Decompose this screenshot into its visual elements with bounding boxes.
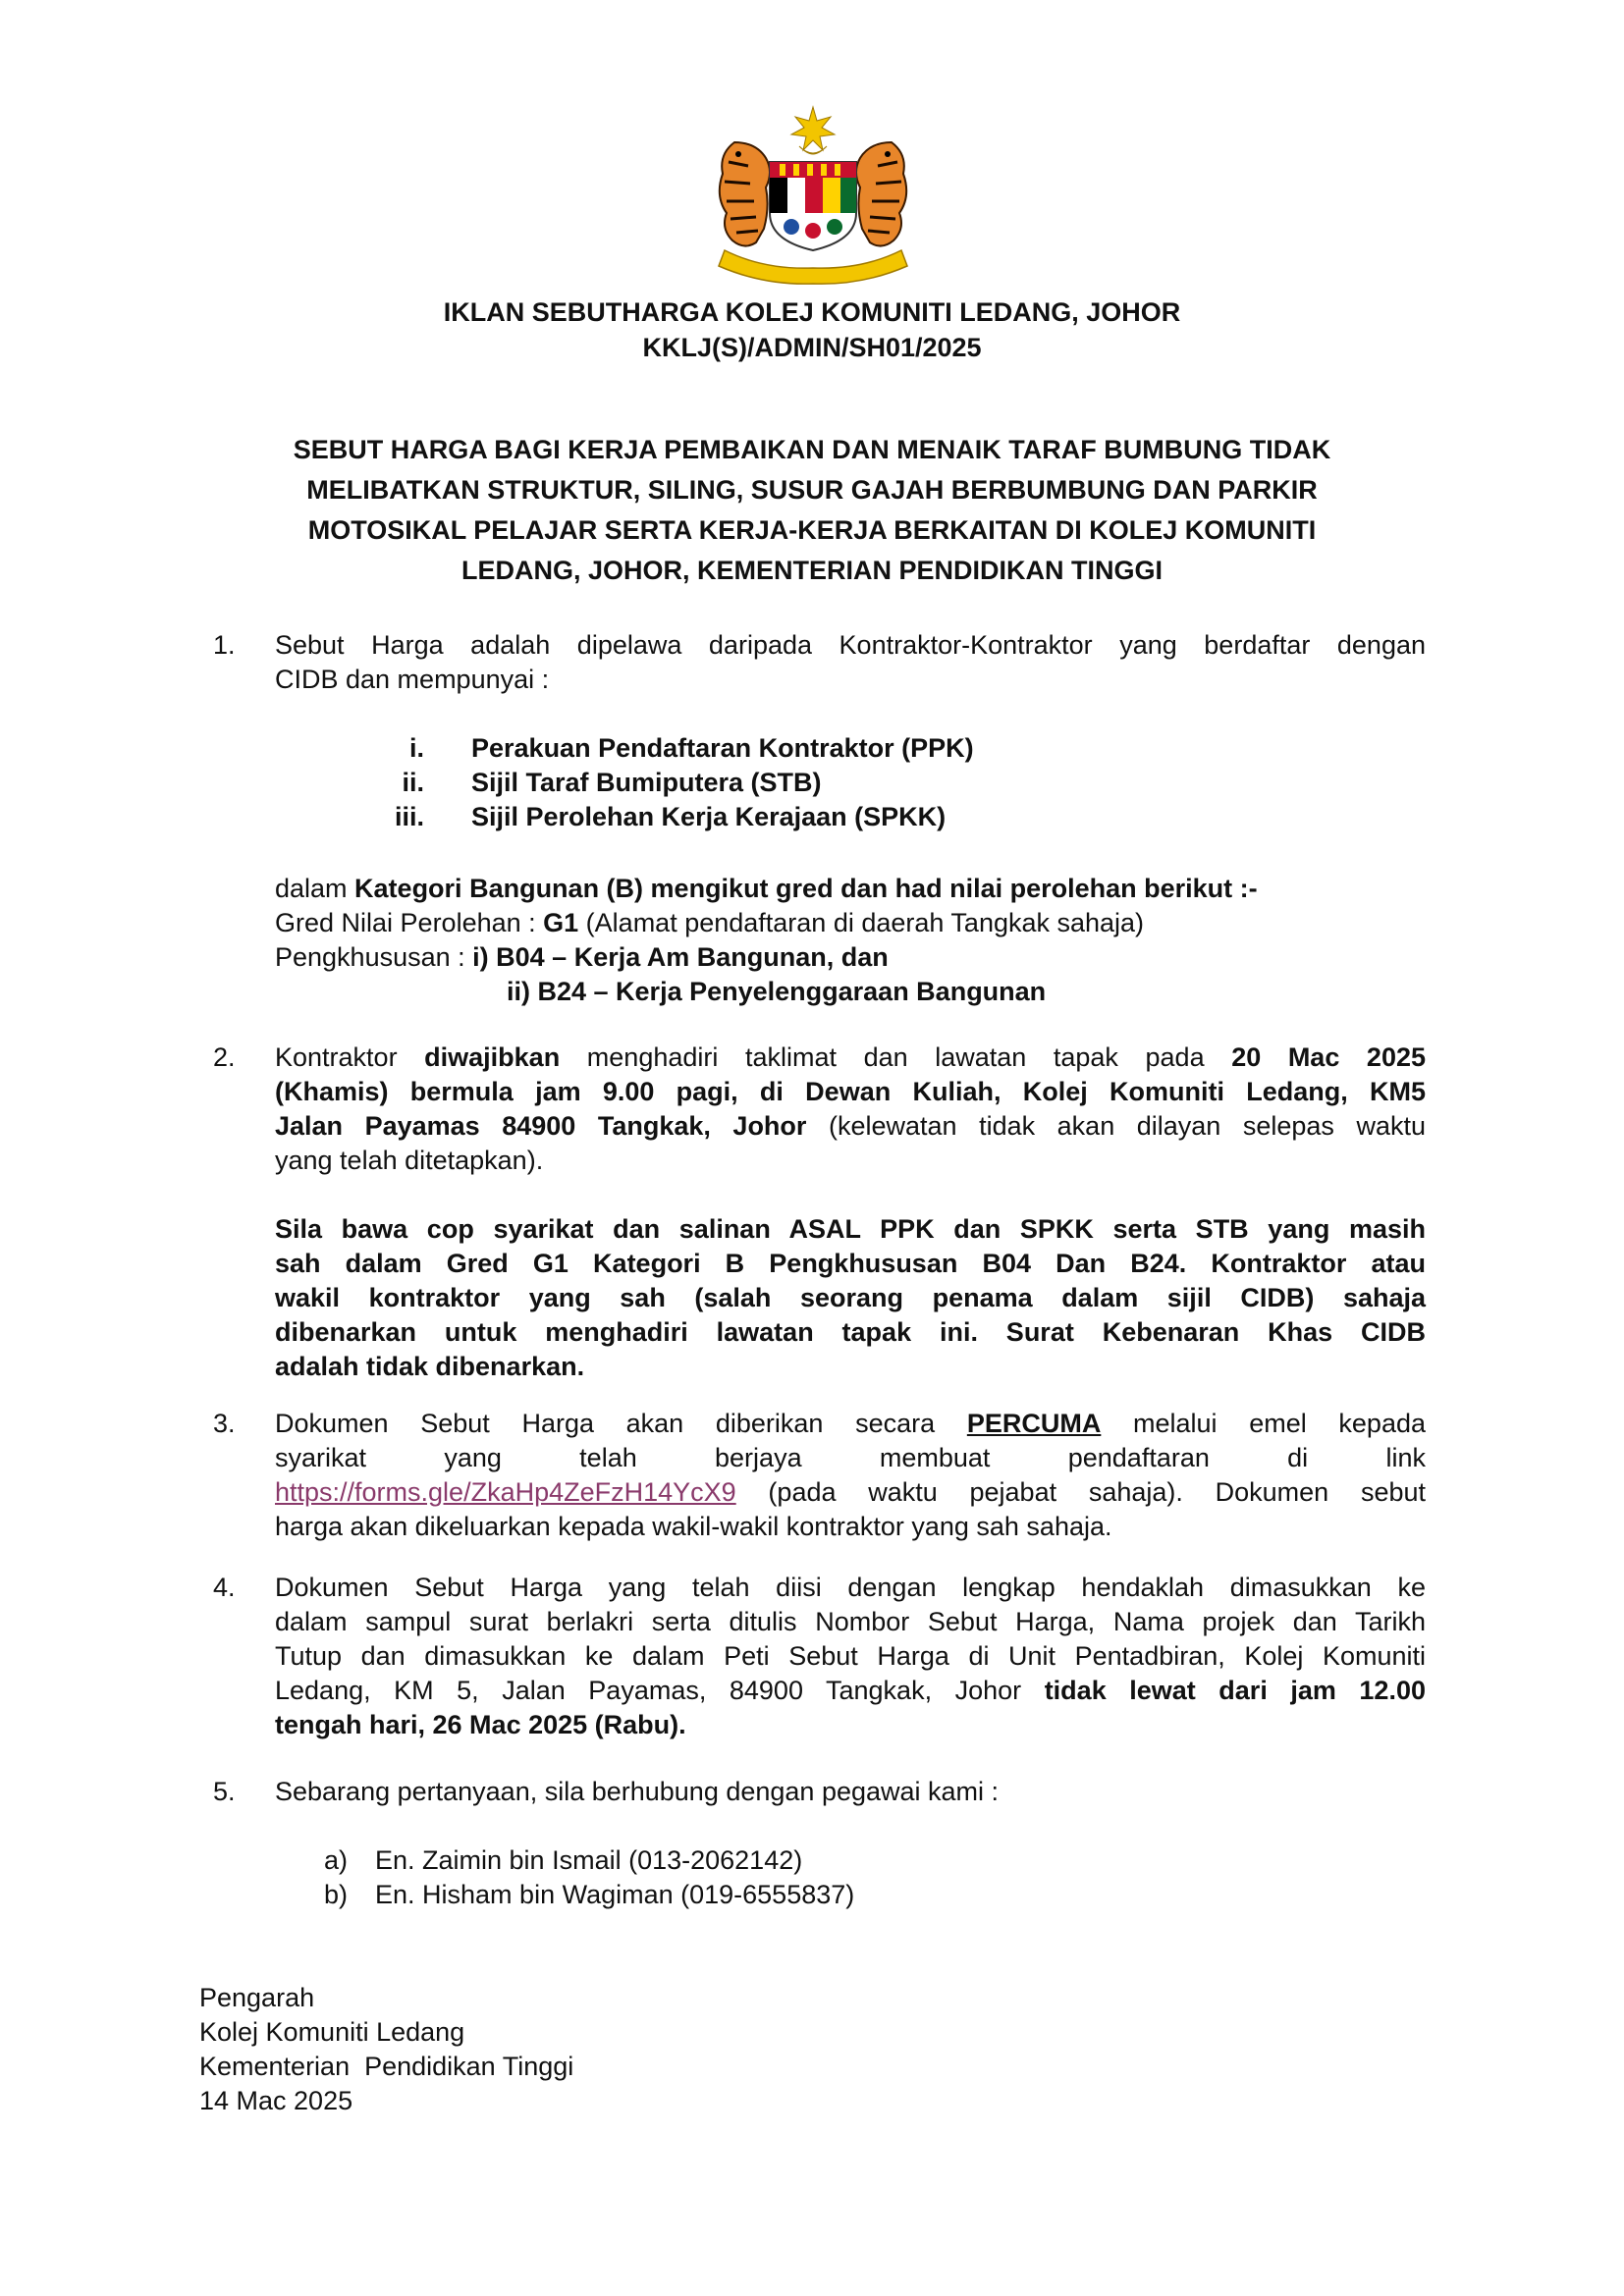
signature-line: Kementerian Pendidikan Tinggi — [199, 2052, 574, 2081]
spec-label: Pengkhususan : — [275, 942, 473, 972]
notice-title: IKLAN SEBUTHARGA KOLEJ KOMUNITI LEDANG, JOHOR — [443, 297, 1181, 327]
item-2-number: 2. — [213, 1042, 236, 1072]
contact-item — [324, 1843, 1011, 1878]
item-3-line — [275, 1475, 1426, 1510]
notice-reference: KKLJ(S)/ADMIN/SH01/2025 — [642, 333, 982, 362]
contact-text: En. Zaimin bin Ismail (013-2062142) — [375, 1845, 803, 1875]
subject-line: MELIBATKAN STRUKTUR, SILING, SUSUR GAJAH BERBUMBUNG DAN PARKIR — [306, 475, 1318, 505]
item-3-line: syarikat yang telah berjaya membuat pendaftaran di link — [275, 1443, 1426, 1472]
item-1-text — [275, 628, 1426, 697]
item-4-line: dalam sampul surat berlakri serta ditulis Nombor Sebut Harga, Nama projek dan Tarikh — [275, 1607, 1426, 1636]
item-3-text-c: melalui emel kepada — [1101, 1409, 1426, 1438]
requirement-num: ii. — [402, 768, 424, 797]
item-2-date: 20 Mac 2025 — [1231, 1042, 1426, 1072]
item-2-line: (Khamis) bermula jam 9.00 pagi, di Dewan Kuliah, Kolej Komuniti Ledang, KM5 — [275, 1077, 1426, 1106]
gred-prefix: Gred Nilai Perolehan : — [275, 908, 544, 937]
note-line: Sila bawa cop syarikat dan salinan ASAL PPK dan SPKK serta STB yang masih — [275, 1214, 1426, 1244]
item-4-line: Dokumen Sebut Harga yang telah diisi dengan lengkap hendaklah dimasukkan ke — [275, 1573, 1426, 1602]
item-3-text — [275, 1407, 1426, 1544]
notice-subject — [196, 430, 1428, 591]
category-text — [275, 872, 1426, 975]
subject-line: SEBUT HARGA BAGI KERJA PEMBAIKAN DAN MENAIK TARAF BUMBUNG TIDAK — [293, 435, 1331, 464]
item-2-text — [275, 1041, 1426, 1178]
spec-line — [275, 940, 1426, 975]
requirement-text: Sijil Perolehan Kerja Kerajaan (SPKK) — [471, 802, 947, 831]
category-line — [275, 872, 1426, 906]
item-4-line: tengah hari, 26 Mac 2025 (Rabu). — [275, 1710, 686, 1739]
item-1-number: 1. — [213, 630, 236, 660]
item-3-percuma: PERCUMA — [966, 1409, 1102, 1438]
item-5-number: 5. — [213, 1777, 236, 1806]
item-3-text-rest: (pada waktu pejabat sahaja). Dokumen sebut — [735, 1477, 1426, 1507]
signature-line: Kolej Komuniti Ledang — [199, 2017, 465, 2047]
item-3-text-a: Dokumen Sebut Harga akan diberikan secara — [275, 1409, 967, 1438]
spec-1: i) B04 – Kerja Am Bangunan, dan — [472, 942, 889, 972]
item-2-line — [275, 1041, 1426, 1075]
item-1-line: CIDB dan mempunyai : — [275, 665, 550, 694]
item-4-text-a: Ledang, KM 5, Jalan Payamas, 84900 Tangkak, Johor — [275, 1676, 1045, 1705]
contact-item — [324, 1878, 1011, 1912]
requirement-num: iii. — [394, 802, 424, 831]
item-4-number: 4. — [213, 1573, 236, 1602]
right-tiger-icon — [856, 142, 906, 246]
shield-icon — [770, 162, 856, 250]
registration-link[interactable]: https://forms.gle/ZkaHp4ZeFzH14YcX9 — [275, 1477, 736, 1507]
contact-list — [324, 1843, 1011, 1912]
spec-2-line — [507, 975, 1390, 1009]
item-4-line — [275, 1674, 1426, 1708]
note-line: dibenarkan untuk menghadiri lawatan tapak ini. Surat Kebenaran Khas CIDB — [275, 1317, 1426, 1347]
signature-date: 14 Mac 2025 — [199, 2086, 353, 2115]
signature-block — [199, 1981, 573, 2118]
item-5-text: Sebarang pertanyaan, sila berhubung dengan pegawai kami : — [275, 1777, 1000, 1806]
item-3-number: 3. — [213, 1409, 236, 1438]
star-icon — [791, 107, 835, 154]
item-2-text-a: Kontraktor — [275, 1042, 425, 1072]
gred-suffix: (Alamat pendaftaran di daerah Tangkak sahaja) — [578, 908, 1145, 937]
item-4-deadline: tidak lewat dari jam 12.00 — [1044, 1676, 1426, 1705]
gred-line — [275, 906, 1426, 940]
item-2-text-rest: (kelewatan tidak akan dilayan selepas waktu — [806, 1111, 1426, 1141]
item-4-line: Tutup dan dimasukkan ke dalam Peti Sebut Harga di Unit Pentadbiran, Kolej Komuniti — [275, 1641, 1426, 1671]
motto-scroll-icon — [719, 250, 907, 284]
item-3-line — [275, 1407, 1426, 1441]
note-line: wakil kontraktor yang sah (salah seorang penama dalam sijil CIDB) sahaja — [275, 1283, 1426, 1312]
requirement-text: Perakuan Pendaftaran Kontraktor (PPK) — [471, 733, 974, 763]
note-line: sah dalam Gred G1 Kategori B Pengkhususan B04 Dan B24. Kontraktor atau — [275, 1249, 1426, 1278]
item-2-line: yang telah ditetapkan). — [275, 1146, 544, 1175]
subject-line: LEDANG, JOHOR, KEMENTERIAN PENDIDIKAN TINGGI — [460, 556, 1164, 585]
requirement-text: Sijil Taraf Bumiputera (STB) — [471, 768, 822, 797]
left-tiger-icon — [720, 142, 770, 246]
item-2-line — [275, 1109, 1426, 1144]
item-2-text-c: menghadiri taklimat dan lawatan tapak pada — [560, 1042, 1232, 1072]
item-2-address: Jalan Payamas 84900 Tangkak, Johor — [275, 1111, 807, 1141]
signature-line: Pengarah — [199, 1983, 315, 2012]
item-3-line: harga akan dikeluarkan kepada wakil-wakil kontraktor yang sah sahaja. — [275, 1512, 1112, 1541]
contact-text: En. Hisham bin Wagiman (019-6555837) — [375, 1880, 855, 1909]
item-4-text — [275, 1571, 1426, 1742]
note-line: adalah tidak dibenarkan. — [275, 1352, 585, 1381]
gred-value: G1 — [543, 908, 579, 937]
item-2-note — [275, 1212, 1426, 1384]
subject-line: MOTOSIKAL PELAJAR SERTA KERJA-KERJA BERKAITAN DI KOLEJ KOMUNITI — [307, 515, 1317, 545]
contact-num: a) — [324, 1845, 349, 1875]
item-1-line: Sebut Harga adalah dipelawa daripada Kontraktor-Kontraktor yang berdaftar dengan — [275, 630, 1426, 660]
requirement-num: i. — [408, 733, 424, 763]
item-2-bold-b: diwajibkan — [424, 1042, 561, 1072]
spec-2: ii) B24 – Kerja Penyelenggaraan Bangunan — [507, 977, 1047, 1006]
category-bold: Kategori Bangunan (B) mengikut gred dan had nilai perolehan berikut :- — [354, 874, 1258, 903]
coat-of-arms-icon — [705, 103, 921, 285]
category-prefix: dalam — [275, 874, 355, 903]
contact-num: b) — [324, 1880, 349, 1909]
requirement-list — [365, 731, 1151, 839]
